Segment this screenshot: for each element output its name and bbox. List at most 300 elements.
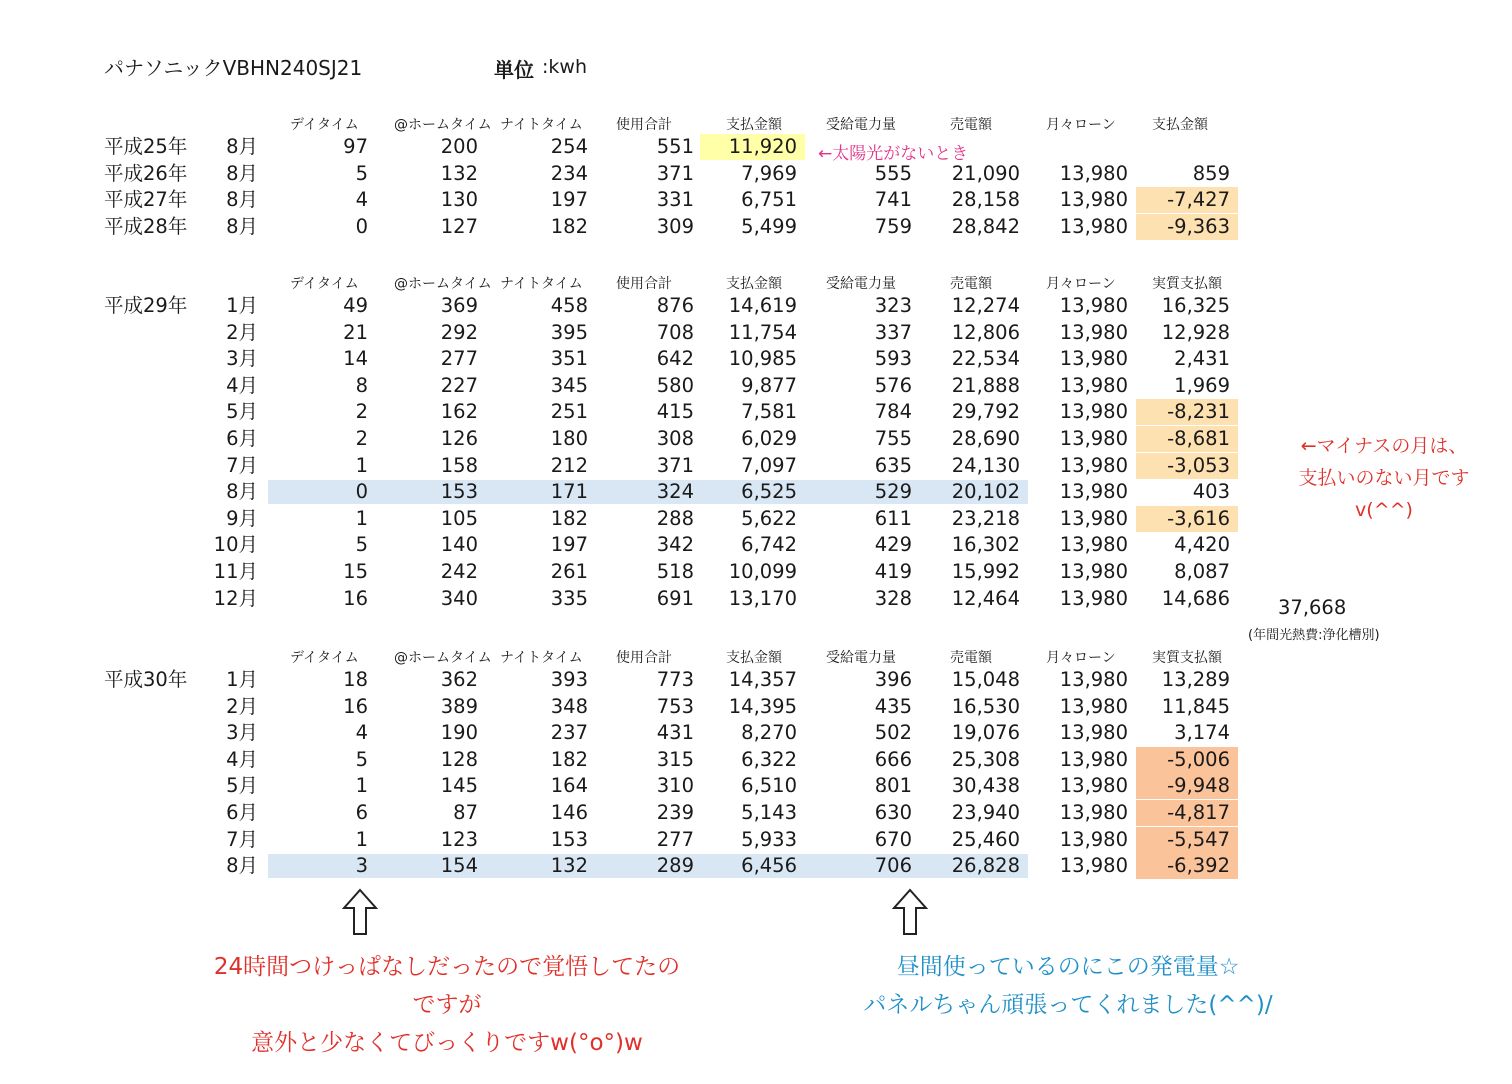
table-section-2013-2016 — [0, 110, 1512, 240]
row-month: 2月 — [226, 694, 258, 718]
cell-sale: 29,792 — [951, 400, 1020, 424]
cell-total: 309 — [656, 214, 694, 238]
cell-home: 132 — [440, 161, 478, 185]
cell-sell: 435 — [874, 694, 912, 718]
comment-red-line1: 24時間つけっぱなしだったので覚悟してたのですが — [213, 954, 681, 1018]
cell-sell: 706 — [874, 854, 912, 878]
column-header: 月々ローン — [1046, 117, 1116, 133]
cell-total: 876 — [656, 294, 694, 317]
cell-real: 12,928 — [1161, 320, 1230, 344]
cell-sale: 20,102 — [951, 480, 1020, 504]
cell-loan: 13,980 — [1059, 559, 1128, 583]
cell-total: 331 — [656, 188, 694, 212]
cell-sale: 12,274 — [951, 294, 1020, 317]
cell-home: 362 — [440, 668, 478, 691]
cell-sell: 328 — [874, 586, 912, 610]
cell-home: 128 — [440, 747, 478, 771]
comment-red — [212, 948, 682, 1062]
cell-home: 130 — [440, 188, 478, 212]
cell-sell: 635 — [874, 453, 912, 477]
cell-loan: 13,980 — [1059, 827, 1128, 851]
cell-pay: 10,099 — [728, 559, 797, 583]
cell-sale: 21,888 — [951, 373, 1020, 397]
cell-day: 1 — [355, 506, 368, 530]
cell-real: -3,616 — [1136, 506, 1238, 532]
cell-home: 153 — [440, 480, 478, 504]
row-month: 8月 — [226, 188, 258, 212]
column-header: @ホームタイム — [394, 276, 492, 292]
cell-day: 18 — [343, 668, 368, 691]
table-row — [0, 773, 1512, 800]
row-month: 8月 — [226, 214, 258, 238]
cell-day: 5 — [355, 533, 368, 557]
cell-home: 127 — [440, 214, 478, 238]
row-era: 平成29年 — [104, 294, 188, 317]
cell-loan: 13,980 — [1059, 426, 1128, 450]
cell-real: -5,006 — [1136, 747, 1238, 773]
cell-sell: 630 — [874, 800, 912, 824]
table-header-row — [0, 643, 1512, 667]
column-header: ナイトタイム — [500, 276, 583, 292]
cell-loan: 13,980 — [1059, 453, 1128, 477]
cell-loan: 13,980 — [1059, 188, 1128, 212]
column-header: ナイトタイム — [500, 117, 583, 133]
cell-home: 105 — [440, 506, 478, 530]
cell-loan: 13,980 — [1059, 320, 1128, 344]
cell-loan: 13,980 — [1059, 800, 1128, 824]
column-header: 使用合計 — [616, 650, 672, 666]
cell-home: 158 — [440, 453, 478, 477]
cell-home: 123 — [440, 827, 478, 851]
cell-day: 8 — [355, 373, 368, 397]
cell-pay: 6,456 — [741, 854, 797, 878]
cell-night: 254 — [550, 135, 588, 158]
table-row — [0, 373, 1512, 400]
cell-sell: 529 — [874, 480, 912, 504]
cell-sale: 23,940 — [951, 800, 1020, 824]
row-month: 8月 — [226, 161, 258, 185]
cell-day: 49 — [343, 294, 368, 317]
cell-home: 190 — [440, 721, 478, 745]
table-section-2018 — [0, 643, 1512, 880]
cell-total: 753 — [656, 694, 694, 718]
column-header: デイタイム — [290, 117, 359, 133]
column-header: 売電額 — [950, 117, 992, 133]
cell-day: 3 — [355, 854, 368, 878]
comment-blue-line2: パネルちゃん頑張ってくれました(^^)/ — [863, 992, 1273, 1018]
column-header: 支払金額 — [1152, 117, 1208, 133]
cell-sale: 16,530 — [951, 694, 1020, 718]
cell-loan: 13,980 — [1059, 854, 1128, 878]
cell-pay: 7,581 — [741, 400, 797, 424]
cell-day: 2 — [355, 426, 368, 450]
cell-sell: 666 — [874, 747, 912, 771]
cell-pay: 5,622 — [741, 506, 797, 530]
table-header-row — [0, 110, 1512, 134]
row-month: 8月 — [226, 854, 258, 878]
table-row — [0, 320, 1512, 347]
cell-night: 164 — [550, 774, 588, 798]
cell-pay: 11,754 — [728, 320, 797, 344]
cell-night: 261 — [550, 559, 588, 583]
cell-day: 4 — [355, 188, 368, 212]
table-row — [0, 214, 1512, 241]
cell-real: 16,325 — [1161, 294, 1230, 317]
cell-night: 180 — [550, 426, 588, 450]
cell-home: 389 — [440, 694, 478, 718]
cell-loan: 13,980 — [1059, 161, 1128, 185]
cell-night: 351 — [550, 347, 588, 371]
cell-sale: 30,438 — [951, 774, 1020, 798]
table-row — [0, 694, 1512, 721]
column-header: 支払金額 — [726, 650, 782, 666]
table-row — [0, 346, 1512, 373]
cell-sell: 502 — [874, 721, 912, 745]
cell-sell: 670 — [874, 827, 912, 851]
cell-loan: 13,980 — [1059, 480, 1128, 504]
cell-day: 15 — [343, 559, 368, 583]
column-header: @ホームタイム — [394, 650, 492, 666]
cell-home: 126 — [440, 426, 478, 450]
cell-total: 371 — [656, 453, 694, 477]
cell-day: 16 — [343, 586, 368, 610]
cell-total: 239 — [656, 800, 694, 824]
cell-day: 14 — [343, 347, 368, 371]
cell-pay: 9,877 — [741, 373, 797, 397]
cell-total: 308 — [656, 426, 694, 450]
cell-loan: 13,980 — [1059, 533, 1128, 557]
cell-total: 551 — [656, 135, 694, 158]
cell-sell: 429 — [874, 533, 912, 557]
cell-pay: 6,322 — [741, 747, 797, 771]
cell-day: 21 — [343, 320, 368, 344]
cell-night: 237 — [550, 721, 588, 745]
row-month: 3月 — [226, 721, 258, 745]
cell-real: -9,948 — [1136, 773, 1238, 799]
cell-day: 0 — [355, 480, 368, 504]
cell-real: -5,547 — [1136, 827, 1238, 853]
table-row — [0, 399, 1512, 426]
cell-real: 11,845 — [1161, 694, 1230, 718]
cell-total: 691 — [656, 586, 694, 610]
row-month: 8月 — [226, 480, 258, 504]
cell-total: 310 — [656, 774, 694, 798]
row-month: 6月 — [226, 426, 258, 450]
column-header: @ホームタイム — [394, 117, 492, 133]
table-row — [0, 853, 1512, 880]
cell-total: 371 — [656, 161, 694, 185]
table-row — [0, 720, 1512, 747]
cell-night: 348 — [550, 694, 588, 718]
cell-real: -3,053 — [1136, 453, 1238, 479]
cell-total: 315 — [656, 747, 694, 771]
cell-total: 431 — [656, 721, 694, 745]
cell-pay: 6,742 — [741, 533, 797, 557]
cell-total: 708 — [656, 320, 694, 344]
cell-night: 234 — [550, 161, 588, 185]
table-row — [0, 827, 1512, 854]
cell-sell: 555 — [874, 161, 912, 185]
cell-real: 3,174 — [1174, 721, 1230, 745]
cell-loan: 13,980 — [1059, 294, 1128, 317]
table-row — [0, 187, 1512, 214]
column-header: 受給電力量 — [826, 276, 896, 292]
cell-sale: 22,534 — [951, 347, 1020, 371]
row-era: 平成30年 — [104, 668, 188, 691]
row-era: 平成25年 — [104, 135, 188, 158]
cell-pay: 5,933 — [741, 827, 797, 851]
cell-pay: 6,525 — [741, 480, 797, 504]
cell-sell: 611 — [874, 506, 912, 530]
document-title: パナソニックVBHN240SJ21 — [104, 56, 363, 80]
cell-pay: 5,143 — [741, 800, 797, 824]
cell-real: 4,420 — [1174, 533, 1230, 557]
cell-sale: 26,828 — [951, 854, 1020, 878]
table-row — [0, 559, 1512, 586]
cell-loan: 13,980 — [1059, 747, 1128, 771]
annual-total: 37,668 — [1278, 596, 1347, 619]
cell-home: 340 — [440, 586, 478, 610]
cell-real: 8,087 — [1174, 559, 1230, 583]
comment-red-line2: 意外と少なくてびっくりですw(°o°)w — [251, 1030, 643, 1056]
unit-value: :kwh — [542, 56, 587, 78]
cell-day: 0 — [355, 214, 368, 238]
up-arrow-icon — [342, 888, 378, 936]
cell-real: -8,681 — [1136, 426, 1238, 452]
cell-sale: 25,308 — [951, 747, 1020, 771]
row-month: 10月 — [213, 533, 258, 557]
column-header: 受給電力量 — [826, 117, 896, 133]
cell-loan: 13,980 — [1059, 347, 1128, 371]
cell-real: -6,392 — [1136, 853, 1238, 879]
cell-day: 1 — [355, 453, 368, 477]
column-header: 支払金額 — [726, 117, 782, 133]
column-header: 月々ローン — [1046, 276, 1116, 292]
column-header: デイタイム — [290, 276, 359, 292]
cell-sell: 801 — [874, 774, 912, 798]
cell-night: 197 — [550, 533, 588, 557]
cell-day: 16 — [343, 694, 368, 718]
row-month: 5月 — [226, 400, 258, 424]
table-row — [0, 667, 1512, 694]
cell-total: 289 — [656, 854, 694, 878]
cell-loan: 13,980 — [1059, 774, 1128, 798]
cell-pay: 6,510 — [741, 774, 797, 798]
cell-real: 1,969 — [1174, 373, 1230, 397]
cell-day: 5 — [355, 161, 368, 185]
cell-total: 773 — [656, 668, 694, 691]
cell-night: 251 — [550, 400, 588, 424]
cell-real: -4,817 — [1136, 800, 1238, 826]
cell-pay: 5,499 — [741, 214, 797, 238]
cell-day: 4 — [355, 721, 368, 745]
cell-real: 14,686 — [1161, 586, 1230, 610]
cell-loan: 13,980 — [1059, 721, 1128, 745]
cell-home: 242 — [440, 559, 478, 583]
cell-pay: 14,357 — [728, 668, 797, 691]
row-era: 平成28年 — [104, 214, 188, 238]
cell-sell: 576 — [874, 373, 912, 397]
cell-pay: 13,170 — [728, 586, 797, 610]
cell-sell: 337 — [874, 320, 912, 344]
cell-pay: 6,029 — [741, 426, 797, 450]
cell-night: 345 — [550, 373, 588, 397]
row-month: 4月 — [226, 747, 258, 771]
table-row — [0, 293, 1512, 320]
cell-real: 13,289 — [1161, 668, 1230, 691]
unit-label: 単位 — [494, 58, 534, 82]
column-header: 使用合計 — [616, 276, 672, 292]
minus-month-note-line2: 支払いのない月ですv(^^) — [1298, 467, 1470, 521]
column-header: 受給電力量 — [826, 650, 896, 666]
cell-sale: 21,090 — [951, 161, 1020, 185]
row-month: 7月 — [226, 827, 258, 851]
cell-home: 162 — [440, 400, 478, 424]
row-month: 9月 — [226, 506, 258, 530]
row-month: 5月 — [226, 774, 258, 798]
table-row — [0, 747, 1512, 774]
annual-total-note: (年間光熱費:浄化槽別) — [1248, 628, 1380, 643]
row-month: 3月 — [226, 347, 258, 371]
cell-sale: 19,076 — [951, 721, 1020, 745]
comment-blue-line1: 昼間使っているのにこの発電量☆ — [896, 954, 1240, 980]
cell-night: 197 — [550, 188, 588, 212]
column-header: デイタイム — [290, 650, 359, 666]
row-month: 1月 — [226, 668, 258, 691]
table-row — [0, 800, 1512, 827]
cell-sale: 16,302 — [951, 533, 1020, 557]
cell-real: -9,363 — [1136, 214, 1238, 240]
table-row — [0, 161, 1512, 188]
cell-pay: 10,985 — [728, 347, 797, 371]
comment-blue — [848, 948, 1288, 1024]
cell-sell: 755 — [874, 426, 912, 450]
cell-loan: 13,980 — [1059, 694, 1128, 718]
cell-home: 154 — [440, 854, 478, 878]
cell-loan: 13,980 — [1059, 586, 1128, 610]
cell-loan: 13,980 — [1059, 506, 1128, 530]
cell-day: 5 — [355, 747, 368, 771]
cell-total: 277 — [656, 827, 694, 851]
row-month: 12月 — [213, 586, 258, 610]
cell-sell: 419 — [874, 559, 912, 583]
column-header: 売電額 — [950, 276, 992, 292]
cell-night: 171 — [550, 480, 588, 504]
column-header: ナイトタイム — [500, 650, 583, 666]
cell-real: 2,431 — [1174, 347, 1230, 371]
cell-sale: 28,158 — [951, 188, 1020, 212]
cell-pay: 14,395 — [728, 694, 797, 718]
cell-real: -7,427 — [1136, 187, 1238, 213]
cell-night: 182 — [550, 747, 588, 771]
row-month: 11月 — [213, 559, 258, 583]
row-month: 4月 — [226, 373, 258, 397]
cell-home: 145 — [440, 774, 478, 798]
minus-month-note — [1286, 430, 1482, 526]
cell-sale: 28,690 — [951, 426, 1020, 450]
cell-night: 146 — [550, 800, 588, 824]
cell-sell: 759 — [874, 214, 912, 238]
cell-sale: 15,048 — [951, 668, 1020, 691]
cell-sale: 12,806 — [951, 320, 1020, 344]
cell-pay: 7,969 — [741, 161, 797, 185]
cell-night: 182 — [550, 214, 588, 238]
cell-loan: 13,980 — [1059, 668, 1128, 691]
cell-total: 642 — [656, 347, 694, 371]
cell-night: 458 — [550, 294, 588, 317]
cell-sell: 741 — [874, 188, 912, 212]
cell-day: 6 — [355, 800, 368, 824]
row-month: 7月 — [226, 453, 258, 477]
cell-pay: 11,920 — [700, 134, 805, 160]
cell-sell: 323 — [874, 294, 912, 317]
table-header-row — [0, 269, 1512, 293]
cell-real: -8,231 — [1136, 399, 1238, 425]
cell-sell: 396 — [874, 668, 912, 691]
cell-real: 859 — [1192, 161, 1230, 185]
cell-home: 87 — [453, 800, 478, 824]
column-header: 売電額 — [950, 650, 992, 666]
up-arrow-icon — [892, 888, 928, 936]
cell-night: 153 — [550, 827, 588, 851]
cell-night: 182 — [550, 506, 588, 530]
cell-total: 580 — [656, 373, 694, 397]
row-month: 8月 — [226, 135, 258, 158]
cell-home: 277 — [440, 347, 478, 371]
cell-total: 288 — [656, 506, 694, 530]
row-era: 平成27年 — [104, 188, 188, 212]
table-row — [0, 532, 1512, 559]
row-era: 平成26年 — [104, 161, 188, 185]
cell-total: 324 — [656, 480, 694, 504]
no-sun-note: ←太陽光がないとき — [818, 144, 969, 164]
cell-sale: 23,218 — [951, 506, 1020, 530]
cell-sale: 12,464 — [951, 586, 1020, 610]
cell-sale: 28,842 — [951, 214, 1020, 238]
cell-real: 403 — [1192, 480, 1230, 504]
cell-home: 140 — [440, 533, 478, 557]
table-row — [0, 134, 1512, 161]
column-header: 支払金額 — [726, 276, 782, 292]
cell-pay: 14,619 — [728, 294, 797, 317]
cell-sale: 15,992 — [951, 559, 1020, 583]
column-header: 実質支払額 — [1152, 650, 1222, 666]
cell-loan: 13,980 — [1059, 214, 1128, 238]
cell-day: 2 — [355, 400, 368, 424]
cell-sell: 784 — [874, 400, 912, 424]
column-header: 使用合計 — [616, 117, 672, 133]
minus-month-note-line1: ←マイナスの月は、 — [1300, 435, 1468, 457]
cell-loan: 13,980 — [1059, 400, 1128, 424]
cell-night: 393 — [550, 668, 588, 691]
cell-night: 132 — [550, 854, 588, 878]
row-month: 2月 — [226, 320, 258, 344]
cell-sell: 593 — [874, 347, 912, 371]
cell-pay: 8,270 — [741, 721, 797, 745]
cell-day: 97 — [343, 135, 368, 158]
cell-pay: 6,751 — [741, 188, 797, 212]
column-header: 月々ローン — [1046, 650, 1116, 666]
cell-night: 335 — [550, 586, 588, 610]
row-month: 1月 — [226, 294, 258, 317]
column-header: 実質支払額 — [1152, 276, 1222, 292]
cell-sale: 25,460 — [951, 827, 1020, 851]
cell-total: 415 — [656, 400, 694, 424]
cell-day: 1 — [355, 827, 368, 851]
cell-total: 518 — [656, 559, 694, 583]
cell-night: 395 — [550, 320, 588, 344]
cell-night: 212 — [550, 453, 588, 477]
